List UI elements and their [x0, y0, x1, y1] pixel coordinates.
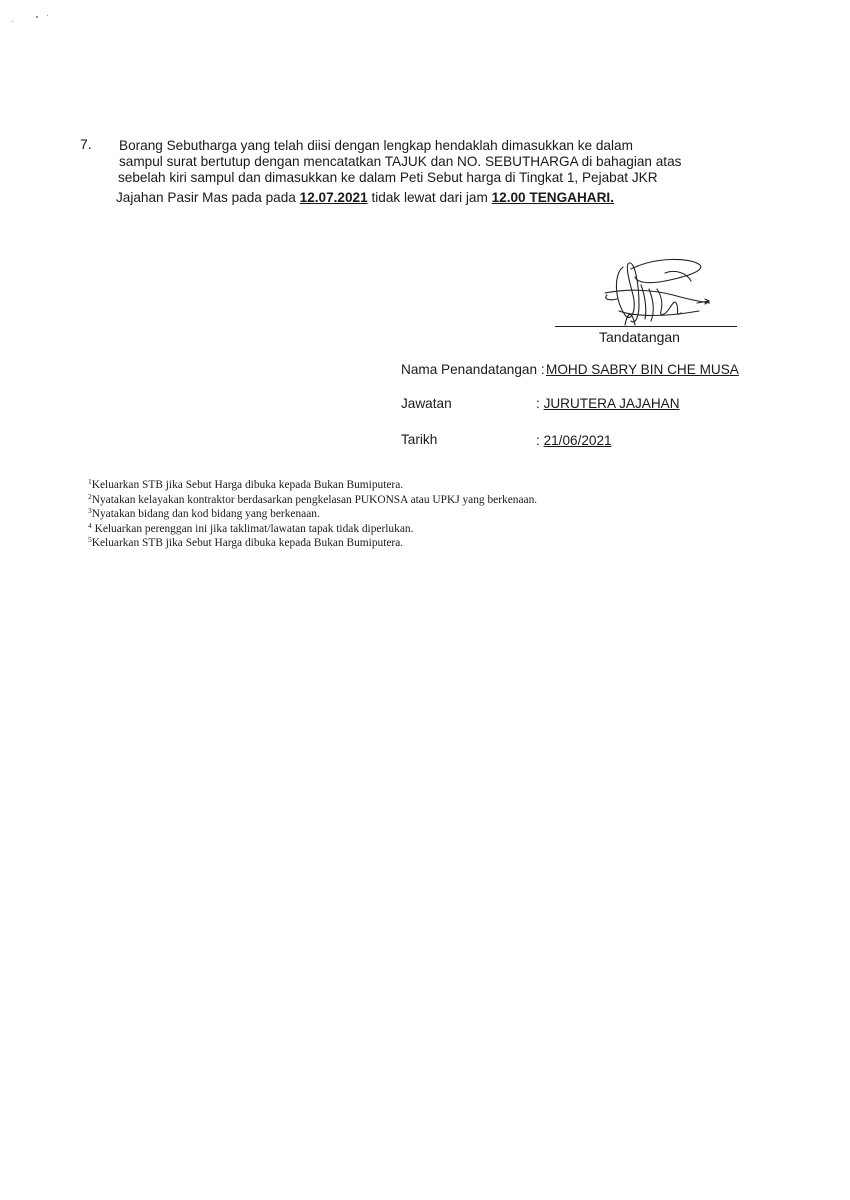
footnote-item	[88, 536, 648, 551]
scan-speck	[47, 15, 48, 16]
position-colon: :	[536, 396, 540, 411]
clause-text: sebelah kiri sampul dan dimasukkan ke dalam Peti Sebut harga di Tingkat 1, Pejabat JKR	[118, 170, 658, 185]
footnote-number: 3	[88, 506, 92, 516]
signature-label: Tandatangan	[599, 329, 680, 345]
clause-text: sampul surat bertutup dengan mencatatkan TAJUK dan NO. SEBUTHARGA di bahagian atas	[119, 154, 682, 169]
footnote-number: 1	[88, 477, 92, 486]
clause-text: tidak lewat dari jam	[367, 190, 492, 205]
position-text: JURUTERA JAJAHAN	[543, 396, 680, 411]
signature-block	[555, 255, 740, 350]
clause-text: Borang Sebutharga yang telah diisi dengan lengkap hendaklah dimasukkan ke dalam	[119, 138, 633, 153]
handwritten-signature	[595, 255, 710, 335]
scan-speck	[36, 16, 38, 18]
position-value	[536, 396, 680, 411]
signer-name-text: MOHD SABRY BIN CHE MUSA	[546, 362, 739, 377]
footnote-number: 4	[88, 520, 92, 530]
date-label: Tarikh	[401, 432, 438, 447]
scan-speck	[12, 21, 13, 22]
footnotes	[88, 478, 648, 551]
clause-emphasis: 12.07.2021	[299, 190, 368, 205]
clause-line	[118, 170, 658, 186]
clause-line	[119, 138, 633, 154]
clause-emphasis: 12.00 TENGAHARI.	[491, 190, 614, 205]
footnote-text: Nyatakan bidang dan kod bidang yang berkenaan.	[91, 508, 320, 521]
footnote-text: Keluarkan STB jika Sebut Harga dibuka kepada Bukan Bumiputera.	[91, 479, 404, 491]
date-value	[536, 433, 612, 448]
footnote-text: Keluarkan perenggan ini jika taklimat/lawatan tapak tidak diperlukan.	[91, 522, 414, 535]
footnote-text: Nyatakan kelayakan kontraktor berdasarkan pengkelasan PUKONSA atau UPKJ yang berkenaan.	[91, 493, 538, 506]
signer-name-label: Nama Penandatangan :	[401, 362, 545, 377]
clause-text: Jajahan Pasir Mas pada pada	[116, 190, 300, 205]
footnote-item	[88, 507, 648, 522]
clause-number: 7.	[80, 136, 92, 152]
footnote-number: 2	[88, 491, 92, 501]
signature-line	[555, 326, 737, 327]
date-colon: :	[536, 433, 540, 448]
signer-name-value	[546, 362, 739, 377]
position-label: Jawatan	[401, 396, 452, 411]
clause-line	[116, 190, 614, 206]
footnote-number: 5	[88, 535, 92, 545]
footnote-item	[88, 478, 648, 493]
footnote-text: Keluarkan STB jika Sebut Harga dibuka kepada Bukan Bumiputera.	[91, 537, 404, 550]
footnote-item	[88, 493, 648, 508]
date-text: 21/06/2021	[543, 433, 612, 448]
clause-line	[119, 154, 681, 170]
footnote-item	[88, 522, 648, 537]
